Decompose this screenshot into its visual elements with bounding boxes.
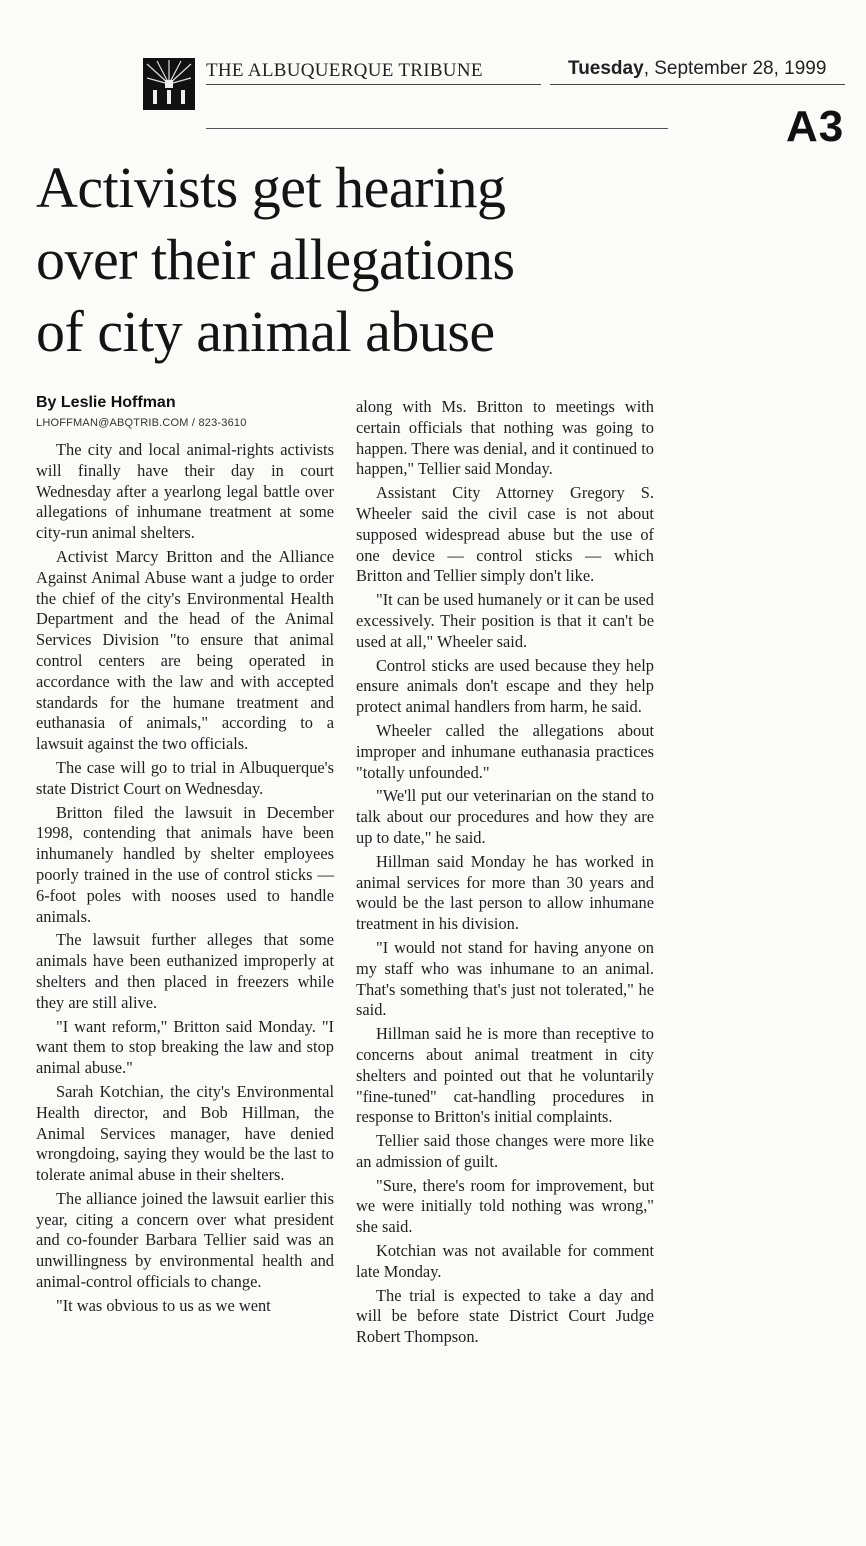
- paragraph: Hillman said Monday he has worked in animal services for more than 30 years and would be the last person to allow inhumane treatment in his division.: [356, 851, 654, 934]
- paragraph: Hillman said he is more than receptive to concerns about animal treatment in city shelters and pointed out that he voluntarily "fine-tuned" cat-handling procedures in response to Britton's initial complaints.: [356, 1024, 654, 1127]
- dateline: [568, 58, 826, 80]
- paragraph: The city and local animal-rights activists will finally have their day in court Wednesday after a yearlong legal battle over allegations of inhumane treatment at some city-run animal shelters.: [36, 440, 334, 543]
- sun-emblem-icon: [143, 58, 195, 110]
- paragraph: "I would not stand for having anyone on my staff who was inhumane to an animal. That's something that's just not tolerated," he said.: [356, 937, 654, 1020]
- paragraph: Britton filed the lawsuit in December 1998, contending that animals have been inhumanely handled by shelter employees poorly trained in the use of control sticks — 6-foot poles with nooses used to handle animals.: [36, 802, 334, 926]
- paragraph: "It was obvious to us as we went: [56, 1295, 271, 1315]
- article-column-1: [36, 440, 334, 1320]
- paragraph: Control sticks are used because they help ensure animals don't escape and they help protect animal handlers from harm, he said.: [356, 655, 654, 717]
- headline-line: Activists get hearing: [36, 155, 506, 220]
- paragraph: Tellier said those changes were more like an admission of guilt.: [356, 1131, 654, 1171]
- paragraph: Activist Marcy Britton and the Alliance Against Animal Abuse want a judge to order the chief of the city's Environmental Health Department and the head of the Animal Services Division "to ensure that animal control centers are being operated in accordance with the law and with accepted standards for the humane treatment and euthanasia of animals," according to a lawsuit against the two officials.: [36, 546, 334, 754]
- author-contact: LHOFFMAN@ABQTRIB.COM / 823-3610: [36, 417, 247, 429]
- dateline-date: , September 28, 1999: [643, 58, 827, 79]
- headline: [36, 152, 676, 368]
- paragraph: Sarah Kotchian, the city's Environmental Health director, and Bob Hillman, the Animal Services manager, have denied wrongdoing, saying they would be the last to tolerate animal abuse in their shelters.: [36, 1081, 334, 1185]
- section-rule: [206, 128, 668, 129]
- byline: By Leslie Hoffman: [36, 394, 176, 411]
- paragraph: Wheeler called the allegations about improper and inhumane euthanasia practices "totally unfounded.": [356, 720, 654, 782]
- article-column-2: [356, 397, 654, 1351]
- paragraph-continued: along with Ms. Britton to meetings with certain officials that nothing was going to happen. There was denial, and it continued to happen," Tellier said Monday.: [356, 397, 654, 479]
- paragraph: "I want reform," Britton said Monday. "I want them to stop breaking the law and stop animal abuse.": [36, 1016, 334, 1078]
- dateline-day: Tuesday: [568, 58, 644, 79]
- paragraph: Assistant City Attorney Gregory S. Wheeler said the civil case is not about supposed widespread abuse but the use of one device — control sticks — which Britton and Tellier simply don't like.: [356, 483, 654, 586]
- dateline-rule: [550, 84, 845, 85]
- paragraph: "It can be used humanely or it can be used excessively. Their position is that it can't be used at all," Wheeler said.: [356, 590, 654, 651]
- paragraph: "We'll put our veterinarian on the stand to talk about our procedures and how they are up to date," he said.: [356, 786, 654, 847]
- newspaper-name: THE ALBUQUERQUE TRIBUNE: [206, 60, 483, 81]
- paragraph: "Sure, there's room for improvement, but we were initially told nothing was wrong," she said.: [356, 1175, 654, 1237]
- headline-line: of city animal abuse: [36, 299, 495, 364]
- paragraph: The alliance joined the lawsuit earlier this year, citing a concern over what president and co-founder Barbara Tellier said was an unwillingness by environmental health and animal-control officials to change.: [36, 1188, 334, 1292]
- tribune-logo: [143, 58, 195, 110]
- page-number: A3: [786, 102, 845, 151]
- masthead-rule: [206, 84, 541, 85]
- paragraph: The case will go to trial in Albuquerque's state District Court on Wednesday.: [36, 757, 334, 798]
- headline-line: over their allegations: [36, 227, 515, 292]
- paragraph: The trial is expected to take a day and will be before state District Court Judge Robert Thompson.: [356, 1285, 654, 1347]
- paragraph: Kotchian was not available for comment late Monday.: [356, 1241, 654, 1281]
- paragraph: The lawsuit further alleges that some animals have been euthanized improperly at shelters and then placed in freezers while they are still alive.: [36, 930, 334, 1012]
